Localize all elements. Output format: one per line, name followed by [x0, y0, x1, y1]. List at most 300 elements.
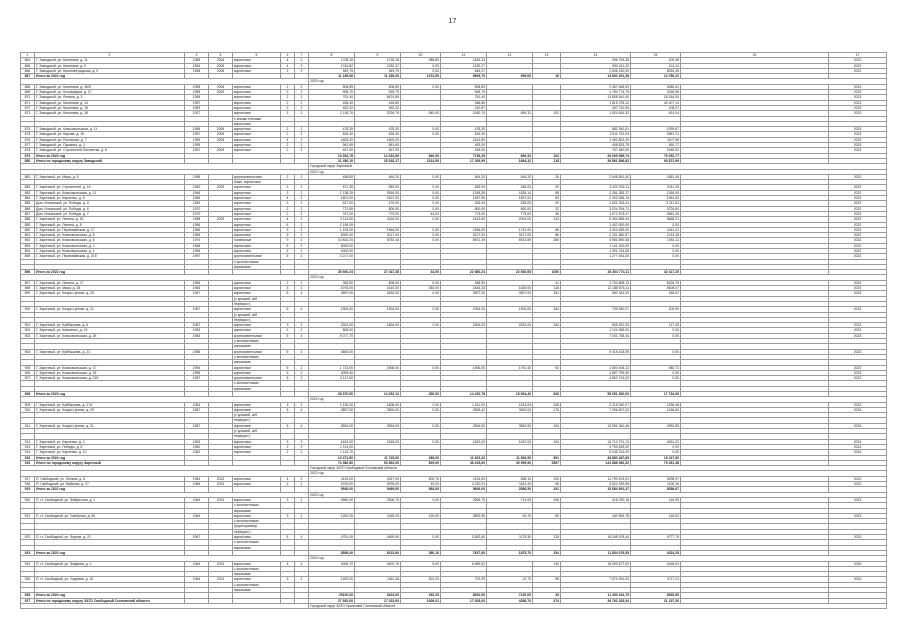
table-cell: 2906,70 [441, 497, 487, 502]
table-cell: 917 [21, 476, 35, 481]
table-cell: 3 592,60 [441, 535, 487, 540]
table-cell: Г. Заречный, ул. Карпенко, д. 10 [35, 450, 185, 455]
table-cell: 3 [281, 227, 295, 232]
table-cell: 0,00 [401, 291, 441, 296]
table-cell: 508,00 [355, 280, 401, 285]
table-cell: 0,00 [631, 333, 681, 338]
table-cell: 3900,00 [487, 407, 533, 412]
table-cell: 9424,00 [355, 593, 401, 598]
column-number-cell: 11 [441, 53, 487, 58]
table-cell: 18 990 677,00 [561, 561, 631, 566]
table-cell: 892 [21, 238, 35, 243]
table-cell: Г. Заречный, ул. Карпенко, д. 2 [35, 439, 185, 444]
table-cell: 2 704 808,13 [561, 280, 631, 285]
table-cell: 1997 [185, 254, 209, 259]
table-cell: 1955 [185, 90, 209, 95]
table-cell: 4361,40 [631, 174, 681, 179]
table-cell: 2023 [829, 535, 887, 540]
table-cell: Г. Заречный, ул. Мира, д. 28 [35, 286, 185, 291]
table-cell: 2 [281, 132, 295, 137]
table-cell: 2022 [829, 238, 887, 243]
table-cell: 0,00 [631, 254, 681, 259]
table-cell: 870 [21, 95, 35, 100]
table-cell: каркасами [233, 508, 281, 513]
table-cell: 2 302 536,13 [561, 196, 631, 201]
table-cell: 117,45 [631, 323, 681, 328]
table-cell: 891 [21, 233, 35, 238]
table-cell: 508,89 [355, 84, 401, 89]
table-cell: 2009 [209, 132, 233, 137]
table-cell: 1965 [185, 482, 209, 487]
table-cell: 0,00 [401, 174, 441, 179]
table-cell: 8000,00 [441, 593, 487, 598]
table-cell: 626,40 [309, 132, 355, 137]
column-number-cell: 13 [533, 53, 561, 58]
table-cell: 907 [21, 376, 35, 381]
table-cell: 29 [533, 201, 561, 206]
table-cell: 2013 [209, 482, 233, 487]
table-cell: 1 601 333,24 [561, 201, 631, 206]
table-cell: 4 [295, 291, 309, 296]
table-cell: Г. Заводской, ул. Калинина, д. 38 [35, 111, 185, 116]
table-cell: 770,80 [309, 206, 355, 211]
table-cell: 102 [533, 487, 561, 492]
table-cell: Итого за 2022 год [35, 270, 185, 275]
table-cell: 464,20 [487, 174, 533, 179]
table-cell: 2 [295, 402, 309, 407]
table-cell: 549,79 [309, 68, 355, 73]
table-cell: 2024 [829, 444, 887, 449]
table-cell: 4 [295, 423, 309, 428]
table-cell: 903 [21, 333, 35, 338]
table-cell: 39 762 428,94 [561, 598, 631, 603]
table-cell: кирпичные [233, 111, 281, 116]
table-cell: 3597,00 [487, 291, 533, 296]
table-cell: 55 [533, 482, 561, 487]
table-cell: 478,30 [441, 127, 487, 132]
table-cell: 348,00 [487, 185, 533, 190]
table-cell: 13 710 791,74 [561, 439, 631, 444]
table-cell: 1963 [185, 201, 209, 206]
table-cell: 906 [21, 370, 35, 375]
table-cell: 0,00 [401, 68, 441, 73]
table-cell: Г. Заречный, ул. Комсомольская, д. 2 [35, 243, 185, 248]
column-number-cell: 2 [35, 53, 185, 58]
table-cell: 11 745,00 [355, 455, 401, 460]
table-cell: 116,02 [631, 513, 681, 518]
table-cell: 1967 [185, 323, 209, 328]
table-cell: 2022 [829, 254, 887, 259]
table-cell: кирпичные [233, 58, 281, 63]
table-cell: 36 [533, 211, 561, 216]
table-cell: 39 861 856,82 [561, 158, 631, 163]
table-cell: 2 [295, 211, 309, 216]
table-cell: 1630,00 [487, 286, 533, 291]
table-cell: 1161,28 [355, 577, 401, 582]
table-cell: 1996 [185, 248, 209, 253]
table-cell: 918 [21, 482, 35, 487]
table-cell: перекрыт.) [233, 317, 281, 322]
table-cell: 4 [295, 535, 309, 540]
table-cell: 2009 [209, 185, 233, 190]
district-heading: Городской округ Заречный [309, 164, 887, 169]
table-cell: 3 211,54 [631, 201, 681, 206]
table-cell: 980,73 [631, 365, 681, 370]
table-cell: кирпичные [233, 407, 281, 412]
table-cell: 452,42 [355, 105, 401, 110]
table-cell: 176 [533, 407, 561, 412]
table-cell: 922 [21, 535, 35, 540]
table-cell: 2023 [829, 497, 887, 502]
table-cell: кирпичные [233, 243, 281, 248]
table-cell: 1 124 289,00 [561, 328, 631, 333]
table-cell: 626,40 [441, 132, 487, 137]
table-cell: 15 884 991,47 [561, 487, 631, 492]
table-cell: 1612,80 [441, 137, 487, 142]
table-cell: 4 [295, 349, 309, 354]
table-cell: кирпичные [233, 497, 281, 502]
table-cell: 2022 [829, 243, 887, 248]
table-cell: П. гт. Свободный, ул. Сапёрная, д. 60 [35, 513, 185, 518]
table-cell: 1974 [185, 238, 209, 243]
table-cell: 2 [281, 174, 295, 179]
table-cell: 4469,90 [355, 535, 401, 540]
table-cell: 2022 [829, 206, 887, 211]
table-cell: 1165,20 [355, 513, 401, 518]
table-cell: кирпичные [233, 137, 281, 142]
table-cell: 1 402 900,00 [561, 222, 631, 227]
table-cell: Г. Заводской, ул. Калинина, д. 9 [35, 63, 185, 68]
table-cell: 709 540,07 [561, 307, 631, 312]
table-cell: 4987,21 [631, 132, 681, 137]
table-cell: 3 217,00 [309, 254, 355, 259]
table-cell: 1965 [185, 286, 209, 291]
table-cell: 2 [281, 201, 295, 206]
table-cell: Дом. Ильинский, ул. Победы, д. 6 [35, 206, 185, 211]
table-cell: 1996 [185, 370, 209, 375]
table-cell: 2 [295, 148, 309, 153]
table-cell: 1630,70 [441, 111, 487, 116]
table-cell: каркасами [233, 264, 281, 269]
table-cell: 3117,00 [355, 233, 401, 238]
table-cell: П. гт. Свободный, ул. Фрунзе, д. 21 [35, 535, 185, 540]
table-cell: 55 051 530,00 [561, 392, 631, 397]
table-cell: Г. Заречный, ул. Комсомольская, д. 4 [35, 248, 185, 253]
table-cell: 5606,00 [441, 487, 487, 492]
table-cell: 876 [21, 137, 35, 142]
table-cell: 4 983 890,36 [561, 238, 631, 243]
table-cell: 669,32 [487, 153, 533, 158]
table-cell: 5 [281, 291, 295, 296]
table-cell: 2008 [209, 68, 233, 73]
table-cell: 881 [21, 174, 35, 179]
table-cell: 0,00 [401, 407, 441, 412]
table-cell: 1607,00 [309, 196, 355, 201]
table-cell: 645,27 [441, 68, 487, 73]
table-cell: 1262,00 [309, 513, 355, 518]
table-cell: 1099,87 [631, 127, 681, 132]
table-cell: 13 852 291,36 [561, 74, 631, 79]
table-cell: перекрыт.) [233, 529, 281, 534]
table-cell: 3897,00 [309, 407, 355, 412]
table-cell: 0,00 [631, 444, 681, 449]
table-cell: 86 [533, 227, 561, 232]
table-cell: 1918,35 [441, 190, 487, 195]
column-number-cell: 14 [561, 53, 631, 58]
column-number-cell: 6 [281, 53, 295, 58]
table-cell: 1836,00 [441, 227, 487, 232]
table-cell: 407 742,50 [561, 105, 631, 110]
table-cell: 2023 [829, 328, 887, 333]
table-cell: каркасами [233, 360, 281, 365]
table-cell: кирпичные [233, 365, 281, 370]
table-cell: 1968 [185, 243, 209, 248]
table-cell: Г. Заводской, ул. Строителей Пятилетки, д. 8 [35, 148, 185, 153]
table-cell: 887 [21, 211, 35, 216]
table-cell: 118 [533, 286, 561, 291]
table-cell: 961,90 [309, 143, 355, 148]
table-cell: 116,05 [631, 497, 681, 502]
table-cell: 671,35 [309, 185, 355, 190]
table-cell: перекрыт.) [233, 418, 281, 423]
table-cell: 0,00 [401, 323, 441, 328]
table-cell: 5 [281, 254, 295, 259]
table-cell: 14 780,22 [631, 74, 681, 79]
table-cell: 1 114,00 [309, 444, 355, 449]
table-cell: 527,00 [309, 201, 355, 206]
table-cell: 867 [21, 74, 35, 79]
table-cell: 924 [21, 561, 35, 566]
table-cell: 1708,18 [309, 58, 355, 63]
table-cell: кирпичные [233, 63, 281, 68]
table-cell: 29100,00 [309, 593, 355, 598]
table-cell: 508,70 [441, 90, 487, 95]
table-cell: 2023 [829, 105, 887, 110]
table-cell: 17 439,99 [441, 158, 487, 163]
table-cell: 869 [21, 90, 35, 95]
table-cell: 7120,00 [487, 593, 533, 598]
table-cell: 1100,16 [631, 482, 681, 487]
table-cell: 916 [21, 460, 35, 465]
table-cell: 457,90 [355, 148, 401, 153]
table-cell: Г. Заречный, ул. Победы, д. 5 [35, 444, 185, 449]
table-cell: 4 [281, 196, 295, 201]
table-cell: кирпичные [233, 323, 281, 328]
table-cell: 16 [533, 74, 561, 79]
table-cell: панельные [233, 238, 281, 243]
table-cell: 2023 [829, 100, 887, 105]
table-cell: 35 940,24 [309, 270, 355, 275]
table-cell: 185,67 [631, 291, 681, 296]
table-cell: Г. Заречный, ул. Комсомольская, д. 17 [35, 365, 185, 370]
table-cell: 15 904,40 [487, 392, 533, 397]
table-cell: 0,00 [401, 201, 441, 206]
year-heading: 2023 год [309, 79, 887, 84]
table-cell: 1 972 573,07 [561, 211, 631, 216]
table-cell: 626,40 [355, 132, 401, 137]
table-cell: 2023 [829, 143, 887, 148]
table-cell: 909 [21, 402, 35, 407]
table-cell: 2023 [829, 132, 887, 137]
table-cell: П. гт. Свободный, ул. Фабричная, д. 1 [35, 497, 185, 502]
table-cell: 5 [281, 243, 295, 248]
table-cell: 2 [281, 68, 295, 73]
table-cell: крупнопанельные [233, 376, 281, 381]
table-cell: 4561,26 [631, 211, 681, 216]
table-cell: 1957 [185, 100, 209, 105]
table-cell: 921 [21, 513, 35, 518]
table-cell: 5 404 885,00 [561, 217, 631, 222]
table-cell: 9546,00 [309, 487, 355, 492]
table-cell: 880 [21, 158, 35, 163]
table-cell: 2 [281, 143, 295, 148]
table-cell: 838,10 [487, 476, 533, 481]
table-cell: 1904,00 [309, 307, 355, 312]
table-cell: 2023 [829, 280, 887, 285]
table-cell: с монолитными [233, 503, 281, 508]
table-cell: Г. Заречный, ул. Мира, д. 8 [35, 174, 185, 179]
table-cell: кирпичные [233, 402, 281, 407]
table-cell: 2005 [209, 137, 233, 142]
table-cell: с монолитными [233, 259, 281, 264]
table-cell: 2 [295, 105, 309, 110]
table-cell: 4 [281, 217, 295, 222]
table-cell: 526,00 [441, 201, 487, 206]
table-cell: 6674,80 [355, 95, 401, 100]
table-cell: 452,42 [309, 105, 355, 110]
column-number-cell: 4 [209, 53, 233, 58]
table-cell: с монолитными [233, 519, 281, 524]
table-cell: П. Свободный, ул. Ленина, д. 8 [35, 476, 185, 481]
table-cell: 2 [295, 439, 309, 444]
table-cell: 7 096 807,00 [561, 407, 631, 412]
table-cell: 2 646 551,40 [561, 174, 631, 179]
table-cell: 2 [295, 84, 309, 89]
table-cell: 508,70 [309, 90, 355, 95]
table-cell: 911 [21, 423, 35, 428]
table-cell: 1 114,70 [309, 450, 355, 455]
table-cell: 2023 [829, 323, 887, 328]
table-cell: 5 [281, 370, 295, 375]
table-body [21, 53, 887, 609]
table-cell: 3900,00 [355, 407, 401, 412]
table-cell: 2022 [829, 222, 887, 227]
table-cell: 2023 [829, 376, 887, 381]
table-cell: 2 [281, 328, 295, 333]
table-cell: 500,70 [401, 476, 441, 481]
table-cell: 6 659,52 [441, 561, 487, 566]
table-cell: 4978,00 [355, 482, 401, 487]
table-cell: 2 [295, 127, 309, 132]
table-cell: 875 [21, 132, 35, 137]
table-cell: Итого за 2024 год [35, 593, 185, 598]
table-cell: Г. Заречный, ул. Клары Цеткин, д. 25 [35, 291, 185, 296]
table-cell: (с крышей, ж/б [233, 312, 281, 317]
table-cell: 2 [295, 222, 309, 227]
table-cell: 904 [21, 349, 35, 354]
table-cell: 5 [281, 333, 295, 338]
table-cell: 3905,42 [441, 407, 487, 412]
table-cell: 144 886 080,32 [561, 460, 631, 465]
table-cell: 5000,00 [309, 233, 355, 238]
table-cell: 358,90 [441, 280, 487, 285]
table-cell: Г. Заводской, ул. Комсомольская, д. 11 [35, 127, 185, 132]
table-cell: 4402,76 [355, 561, 401, 566]
table-cell: с монолитными [233, 354, 281, 359]
table-cell: 915 [21, 455, 35, 460]
table-cell: 3 [281, 323, 295, 328]
table-cell: 0,00 [631, 349, 681, 354]
table-cell: 2023 [829, 513, 887, 518]
table-cell: (крупноразмер. [233, 524, 281, 529]
table-cell: 2022 [829, 58, 887, 63]
table-cell: 2 [295, 376, 309, 381]
table-cell: 4286,70 [487, 598, 533, 603]
table-cell: кирпичные [233, 476, 281, 481]
table-cell: 2 [281, 127, 295, 132]
table-cell: 1622,00 [487, 439, 533, 444]
table-cell: 2023 [829, 333, 887, 338]
table-cell: Итого за 2022 год [35, 487, 185, 492]
table-cell: 27 920,00 [309, 598, 355, 603]
table-cell: 2023 [829, 127, 887, 132]
table-cell: Г. Заводской, ул. Калинина, д. 11 [35, 58, 185, 63]
table-cell: 4 897 799,00 [561, 370, 631, 375]
table-cell: 2 201 860,57 [561, 233, 631, 238]
table-cell: 1014,26 [631, 233, 681, 238]
table-cell: 5 [281, 233, 295, 238]
table-cell: 995,00 [487, 74, 533, 79]
table-cell: крупнопанельные [233, 333, 281, 338]
table-cell: 160 954,78 [561, 513, 631, 518]
table-cell: 1954 [185, 63, 209, 68]
table-cell: 1956 [185, 127, 209, 132]
table-cell: 1956 [185, 95, 209, 100]
table-cell: 2 [281, 206, 295, 211]
table-cell: 901 [21, 323, 35, 328]
table-cell: 80 [533, 513, 561, 518]
table-cell: кирпичные [233, 233, 281, 238]
table-cell: 879 [21, 153, 35, 158]
table-cell: Итого по городскому округу ЗАТО Свободный Сосновский области [35, 598, 185, 603]
table-cell: 3597,00 [309, 291, 355, 296]
table-cell: 9,00 [401, 561, 441, 566]
table-cell: 1 301 234,06 [561, 248, 631, 253]
table-cell: 453,00 [441, 143, 487, 148]
table-cell: 5 [281, 535, 295, 540]
column-number-cell: 9 [355, 53, 401, 58]
table-cell: 1958 [185, 217, 209, 222]
table-cell: 0,00 [401, 233, 441, 238]
column-number-cell: 3 [185, 53, 209, 58]
table-cell: 181 [533, 291, 561, 296]
table-cell: 896 [21, 270, 35, 275]
table-cell: 653,00 [355, 185, 401, 190]
table-cell: 1265,00 [631, 190, 681, 195]
table-cell: Г. Заречный, ул. Первомайская, д. 17 [35, 227, 185, 232]
table-cell: 526,00 [487, 201, 533, 206]
table-cell: 0,00 [631, 328, 681, 333]
table-cell: Г. Заречный, ул. Ленина, д. 18 [35, 217, 185, 222]
table-cell: 108,27 [631, 105, 681, 110]
table-cell: 83 [533, 196, 561, 201]
table-cell: 894 [21, 248, 35, 253]
table-cell: 11 790 676,02 [561, 476, 631, 481]
table-cell: 5 [281, 222, 295, 227]
table-cell: 140 [533, 561, 561, 566]
table-cell: 3226,79 [355, 111, 401, 116]
table-cell: 1597,00 [487, 196, 533, 201]
